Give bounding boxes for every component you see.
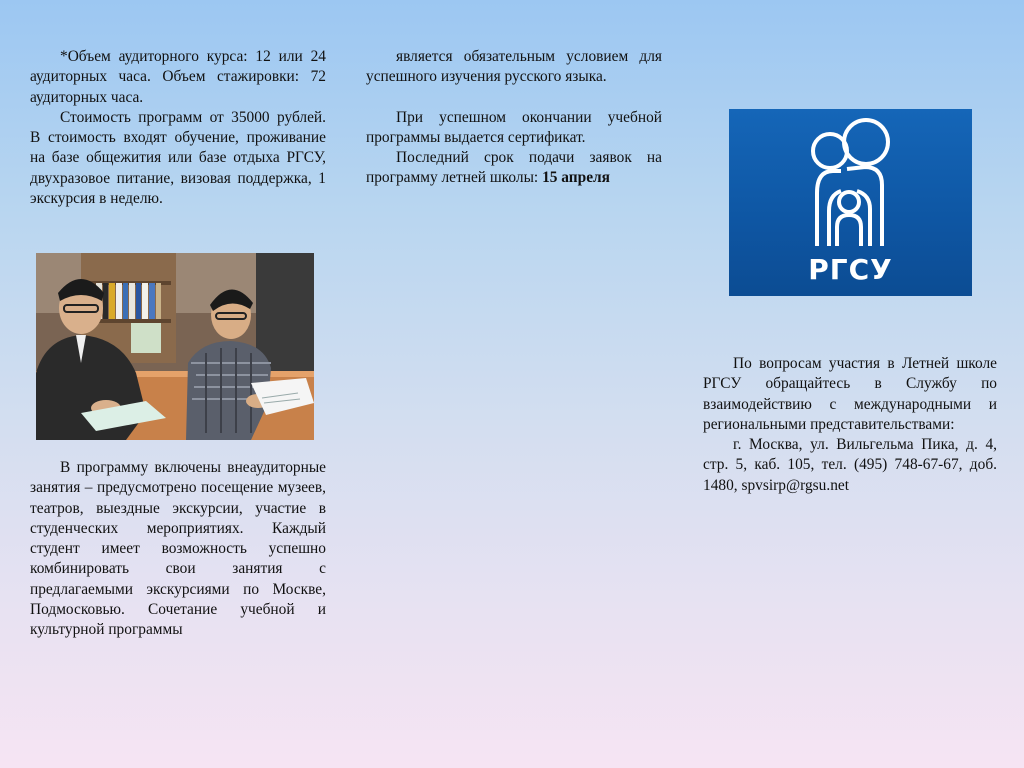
rgsu-logo xyxy=(729,109,972,296)
course-volume-text: *Объем аудиторного курса: 12 или 24 аудиторных часа. Объем стажировки: 72 аудиторных часа. xyxy=(30,48,326,106)
students-photo xyxy=(36,253,314,440)
requirement-text: является обязательным условием для успешного изучения русского языка. xyxy=(366,48,662,86)
deadline-date: 15 апреля xyxy=(542,169,611,187)
extracurricular-text: В программу включены внеаудиторные занятия – предусмотрено посещение музеев, театров, выездные экскурсии, участие в студенческих мероприятиях. Каждый студент имеет возможность успешно комбинировать свои занятия с предлагаемыми экскурсиями по Москве, Подмосковью. Сочетание учебной и культурной программы xyxy=(30,459,326,639)
column-right xyxy=(703,354,997,496)
logo-text: РГСУ xyxy=(808,253,893,286)
column-left-bottom xyxy=(30,458,326,641)
contact-intro-text: По вопросам участия в Летней школе РГСУ обращайтесь в Службу по взаимодействию с международными и региональными представительствами: xyxy=(703,355,997,433)
certificate-text: При успешном окончании учебной программы выдается сертификат. xyxy=(366,108,662,146)
contact-address-text: г. Москва, ул. Вильгельма Пика, д. 4, стр. 5, каб. 105, тел. (495) 748-67-67, доб. 1480, spvsirp@rgsu.net xyxy=(703,436,997,494)
column-left-top xyxy=(30,47,326,209)
deadline-text xyxy=(366,148,662,189)
cost-text: Стоимость программ от 35000 рублей. В стоимость входят обучение, проживание на базе общежития или базе отдыха РГСУ, двухразовое питание, визовая поддержка, 1 экскурсия в неделю. xyxy=(30,108,326,208)
deadline-label: Последний срок подачи заявок на программу летней школы: xyxy=(366,149,662,187)
column-middle xyxy=(366,47,662,189)
